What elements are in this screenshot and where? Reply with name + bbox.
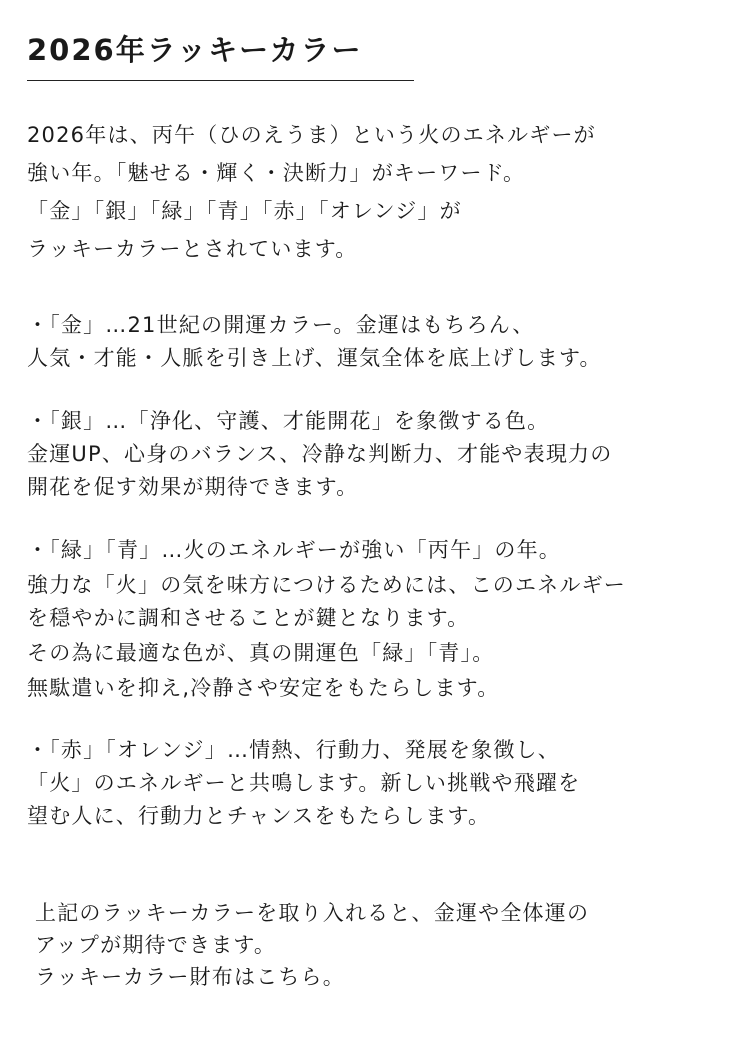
intro-line: ラッキーカラーとされています。 xyxy=(27,237,358,261)
section-line: ・「銀」…「浄化、守護、才能開花」を象徴する色。 xyxy=(27,409,550,433)
footer-line: 上記のラッキーカラーを取り入れると、金運や全体運の xyxy=(35,901,590,925)
intro-line: 「金」「銀」「緑」「青」「赤」「オレンジ」が xyxy=(27,199,462,223)
section-line: その為に最適な色が、真の開運色「緑」「青」。 xyxy=(27,641,495,665)
title-underline xyxy=(27,80,414,81)
section-line: ・「赤」「オレンジ」…情熱、行動力、発展を象徴し、 xyxy=(27,738,560,762)
footer-line: アップが期待できます。 xyxy=(35,933,277,957)
section-line: 開花を促す効果が期待できます。 xyxy=(27,475,359,499)
footer-line: ラッキーカラー財布はこちら。 xyxy=(35,965,345,989)
section-line: ・「金」…21世紀の開運カラー。金運はもちろん、 xyxy=(27,313,535,337)
section-line: 強力な「火」の気を味方につけるためには、このエネルギー xyxy=(27,573,626,597)
section-line: ・「緑」「青」…火のエネルギーが強い「丙午」の年。 xyxy=(27,538,561,562)
section-line: 「火」のエネルギーと共鳴します。新しい挑戦や飛躍を xyxy=(27,771,581,795)
intro-line: 強い年。「魅せる・輝く・決断力」がキーワード。 xyxy=(27,161,526,185)
section-line: 人気・才能・人脈を引き上げ、運気全体を底上げします。 xyxy=(27,346,602,370)
page-title: 2026年ラッキーカラー xyxy=(27,33,363,67)
intro-line: 2026年は、丙午（ひのえうま）という火のエネルギーが xyxy=(27,123,596,147)
section-line: 金運UP、心身のバランス、冷静な判断力、才能や表現力の xyxy=(27,442,613,466)
section-line: 無駄遣いを抑え,冷静さや安定をもたらします。 xyxy=(27,676,500,700)
section-line: を穏やかに調和させることが鍵となります。 xyxy=(27,606,470,630)
section-line: 望む人に、行動力とチャンスをもたらします。 xyxy=(27,804,491,828)
